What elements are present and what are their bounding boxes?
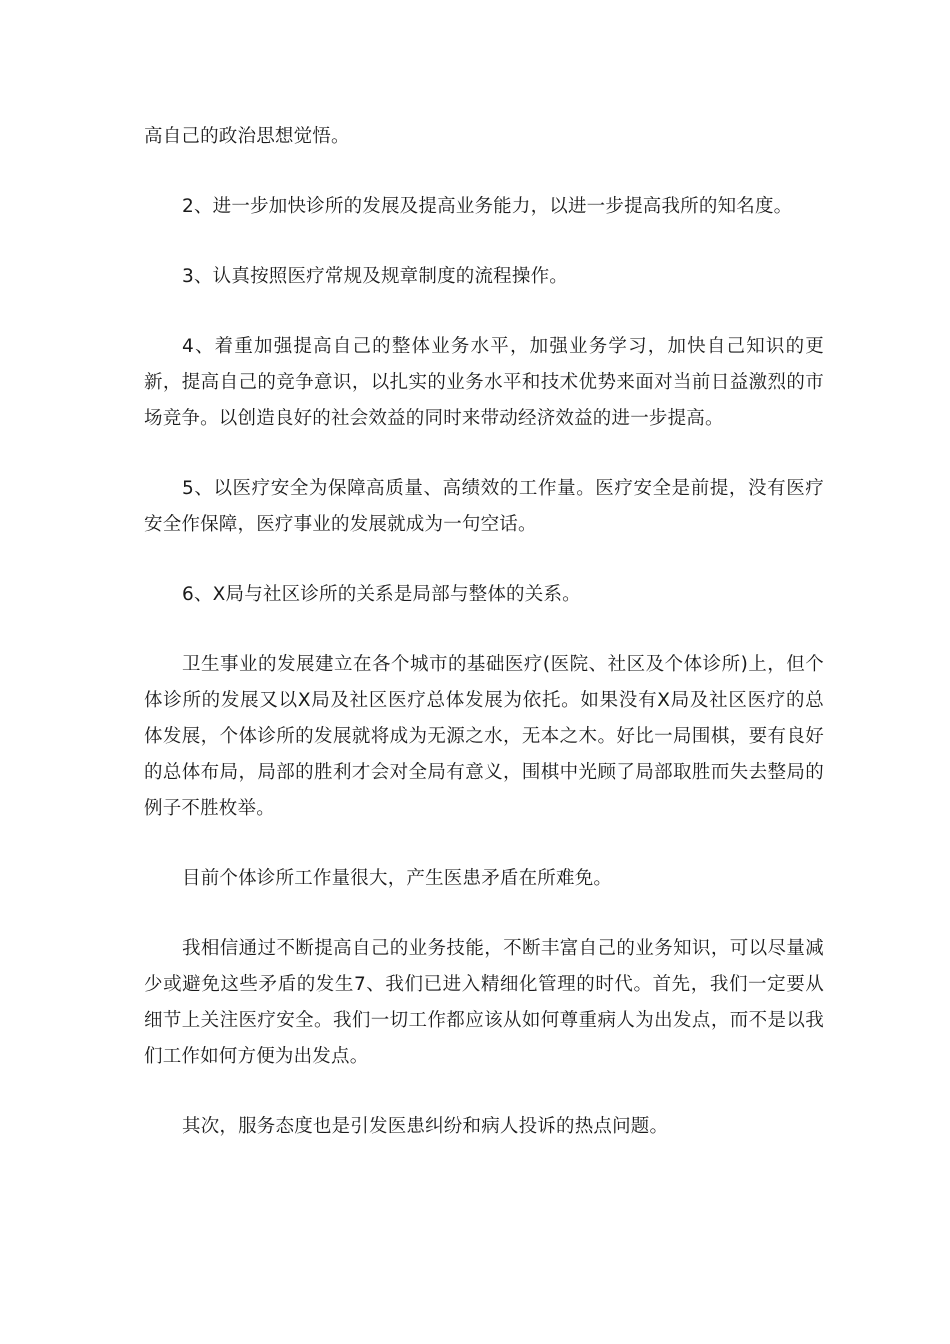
paragraph-item-5: 5、以医疗安全为保障高质量、高绩效的工作量。医疗安全是前提，没有医疗安全作保障，医疗事业的发展就成为一句空话。: [144, 478, 824, 535]
paragraph-item-4: 4、着重加强提高自己的整体业务水平，加强业务学习，加快自己知识的更新，提高自己的竞争意识，以扎实的业务水平和技术优势来面对当前日益激烈的市场竞争。以创造良好的社会效益的同时来带动经济效益的进一步提高。: [144, 336, 824, 429]
paragraph-item-2: 2、进一步加快诊所的发展及提高业务能力，以进一步提高我所的知名度。: [182, 196, 793, 217]
paragraph-health-development: 卫生事业的发展建立在各个城市的基础医疗(医院、社区及个体诊所)上，但个体诊所的发展又以X局及社区医疗总体发展为依托。如果没有X局及社区医疗的总体发展，个体诊所的发展就将成为无源之水，无本之木。好比一局围棋，要有良好的总体布局，局部的胜利才会对全局有意义，围棋中光顾了局部取胜而失去整局的例子不胜枚举。: [144, 654, 824, 819]
paragraph-continuation: 高自己的政治思想觉悟。: [144, 126, 350, 147]
paragraph-service-attitude: 其次，服务态度也是引发医患纠纷和病人投诉的热点问题。: [182, 1116, 669, 1137]
paragraph-skills: 我相信通过不断提高自己的业务技能，不断丰富自己的业务知识，可以尽量减少或避免这些矛盾的发生7、我们已进入精细化管理的时代。首先，我们一定要从细节上关注医疗安全。我们一切工作都应该从如何尊重病人为出发点，而不是以我们工作如何方便为出发点。: [144, 938, 824, 1067]
paragraph-item-6: 6、X局与社区诊所的关系是局部与整体的关系。: [182, 584, 581, 605]
document-body: [144, 119, 824, 1145]
paragraph-item-3: 3、认真按照医疗常规及规章制度的流程操作。: [182, 266, 568, 287]
paragraph-workload: 目前个体诊所工作量很大，产生医患矛盾在所难免。: [182, 868, 613, 889]
